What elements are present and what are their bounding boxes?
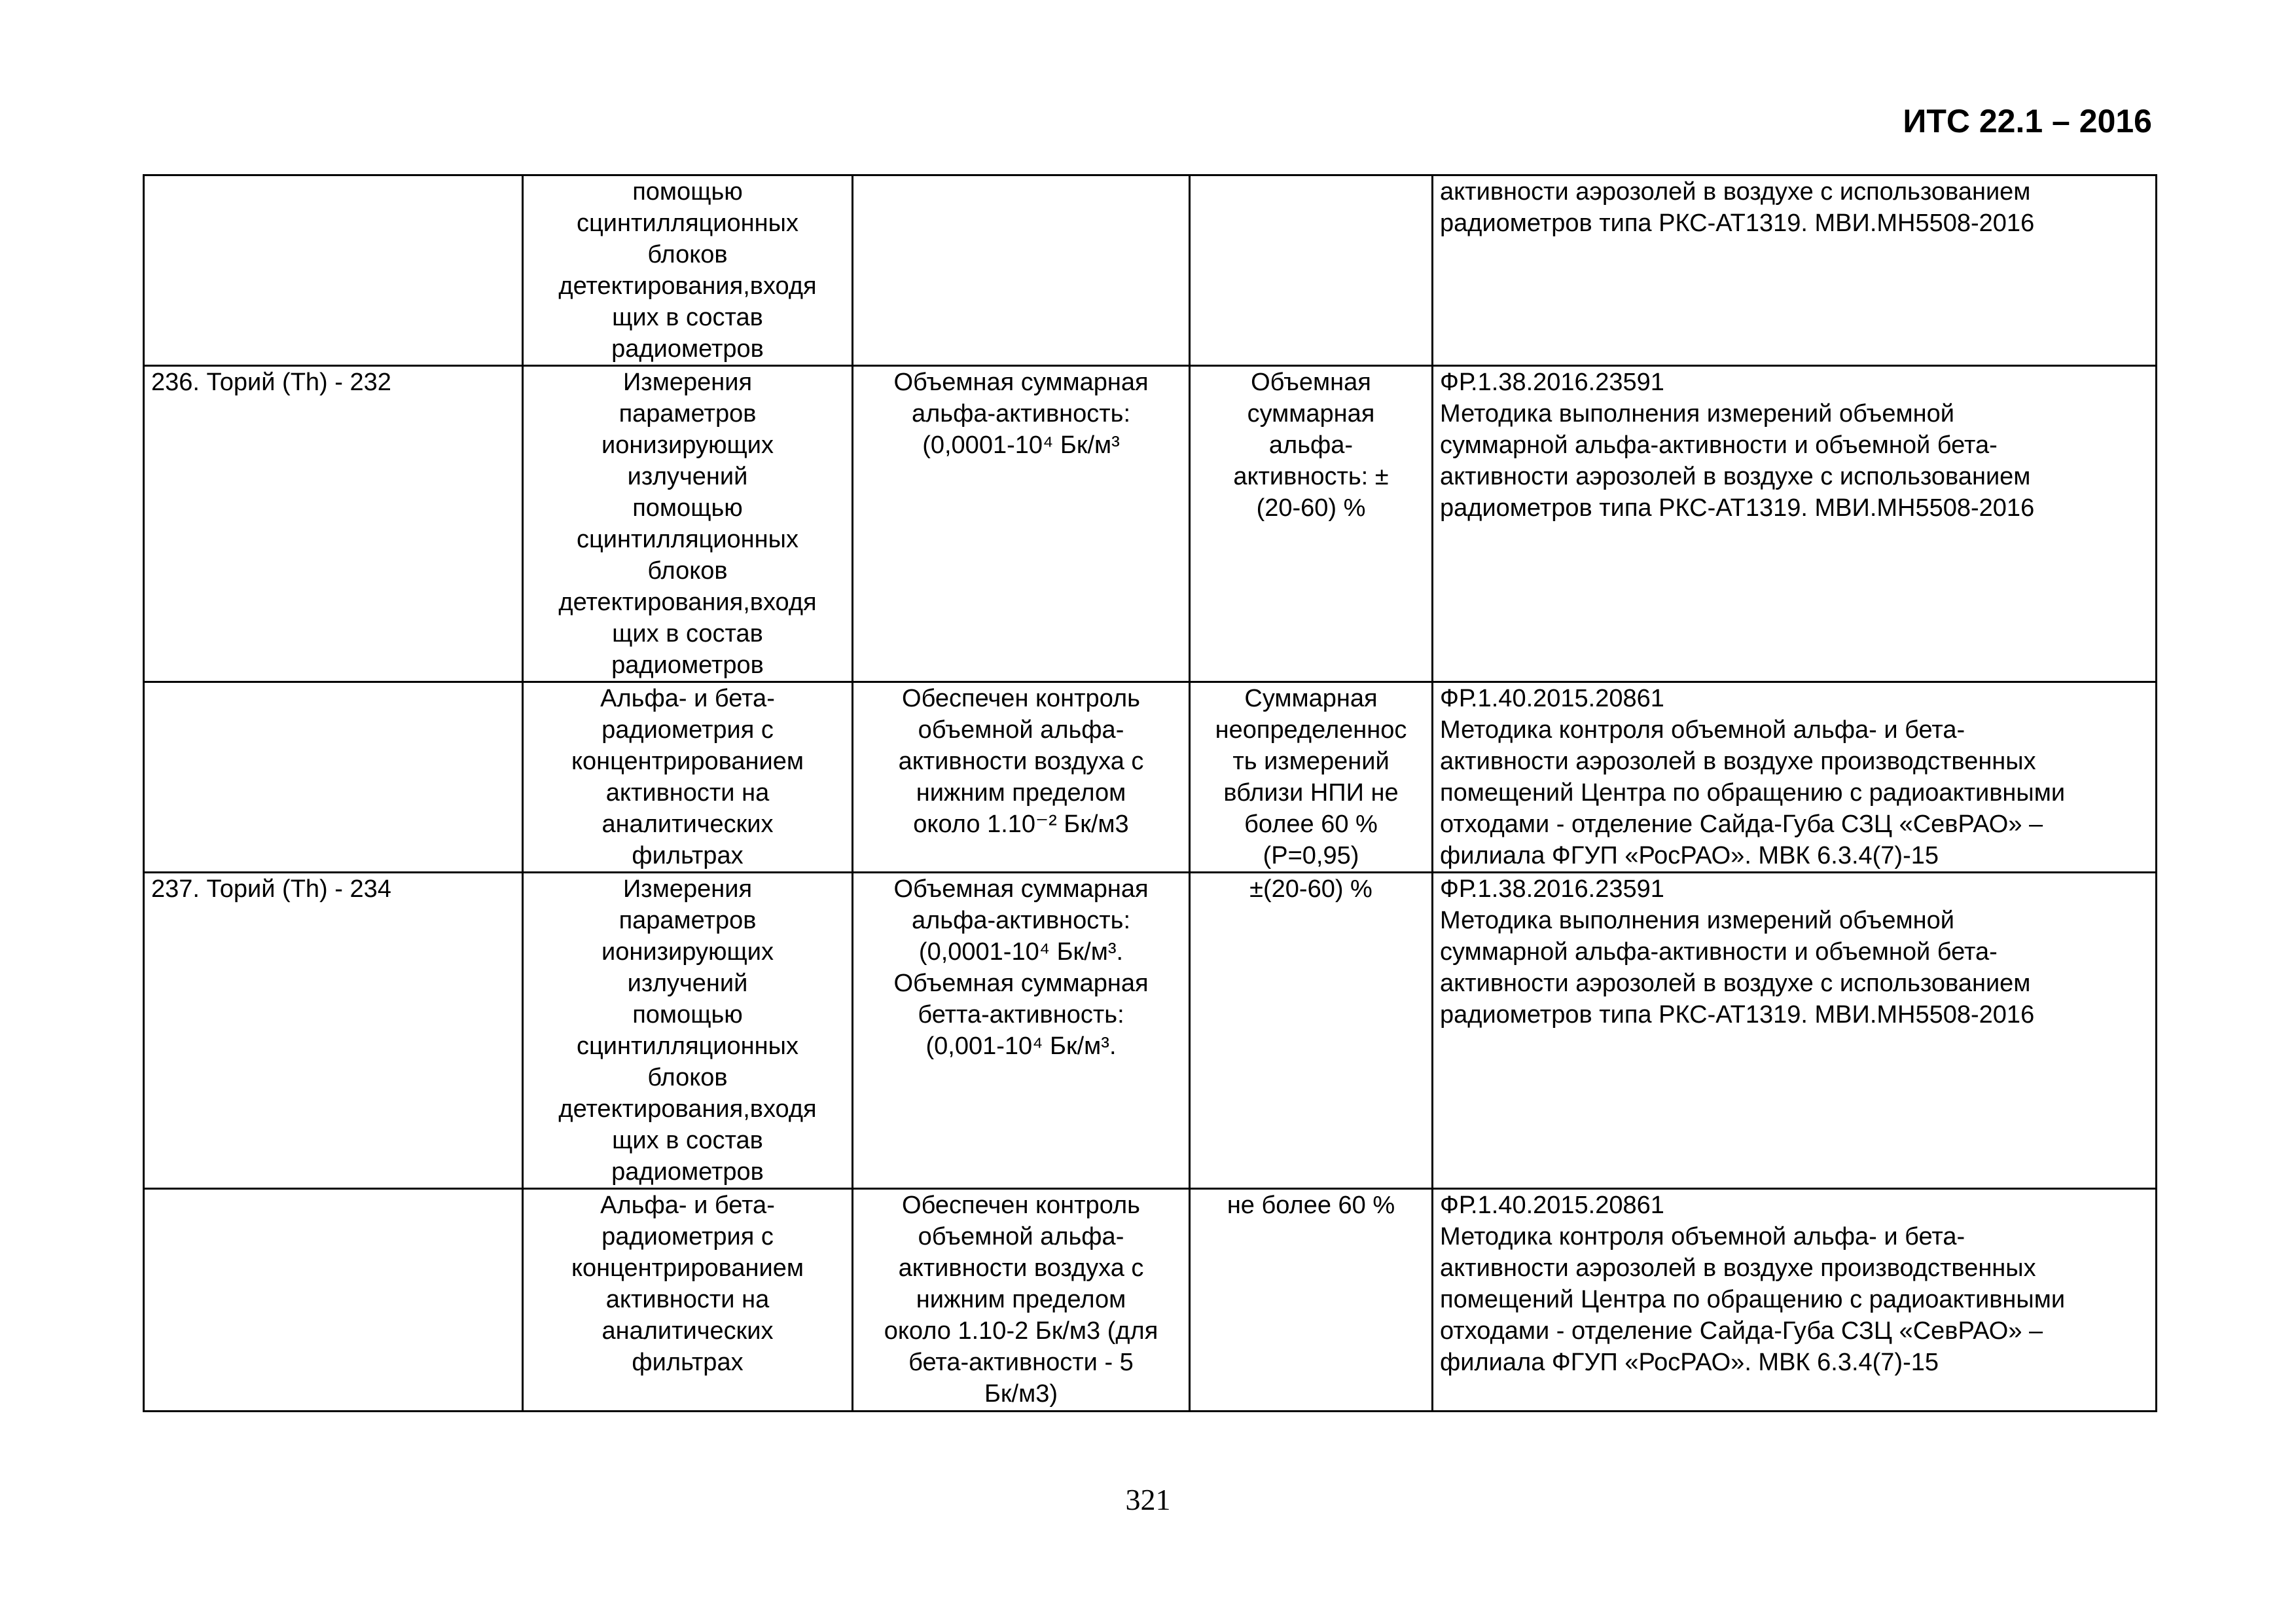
table-body <box>144 175 2157 1412</box>
table-row <box>144 366 2157 682</box>
document-line: радиометров типа РКС-АТ1319. МВИ.МН5508-2016 <box>1440 210 2035 237</box>
error-line: вблизи НПИ не <box>1223 779 1399 807</box>
substance-line: 237. Торий (Th) - 234 <box>151 875 391 903</box>
range-line: Обеспечен контроль <box>902 685 1140 712</box>
method-line: блоков <box>647 557 728 585</box>
method-cell <box>523 366 853 682</box>
method-line: Измерения <box>622 369 753 396</box>
error-line: неопределеннос <box>1215 716 1407 744</box>
method-line: аналитических <box>601 811 774 838</box>
error-line: активность: ± <box>1233 463 1389 490</box>
range-cell <box>853 682 1190 873</box>
document-line: филиала ФГУП «РосРАО». МВК 6.3.4(7)-15 <box>1440 1349 1939 1376</box>
range-cell <box>853 873 1190 1189</box>
method-line: детектирования,входя <box>558 272 817 300</box>
range-line: (0,0001-10⁴ Бк/м³. <box>918 938 1124 966</box>
method-line: Измерения <box>622 875 753 903</box>
table-row <box>144 873 2157 1189</box>
error-cell <box>1190 175 1433 366</box>
substance-line: 236. Торий (Th) - 232 <box>151 369 391 396</box>
range-cell <box>853 175 1190 366</box>
table-row <box>144 682 2157 873</box>
substance-cell <box>144 682 523 873</box>
method-line: радиометров <box>611 651 764 679</box>
document-line: активности аэрозолей в воздухе производственных <box>1440 748 2036 775</box>
method-cell <box>523 1189 853 1412</box>
range-line: Объемная суммарная <box>893 875 1149 903</box>
method-cell <box>523 873 853 1189</box>
method-line: сцинтилляционных <box>577 1032 798 1060</box>
range-line: Объемная суммарная <box>893 369 1149 396</box>
method-line: Альфа- и бета- <box>600 685 775 712</box>
document-line: активности аэрозолей в воздухе с использованием <box>1440 178 2031 206</box>
document-line: помещений Центра по обращению с радиоактивными <box>1440 779 2066 807</box>
method-line: излучений <box>627 970 748 997</box>
method-line: активности на <box>605 779 770 807</box>
table-row <box>144 175 2157 366</box>
substance-cell <box>144 366 523 682</box>
method-line: аналитических <box>601 1317 774 1345</box>
table-row <box>144 1189 2157 1412</box>
methods-table <box>143 174 2157 1412</box>
method-line: помощью <box>632 494 743 522</box>
error-line: более 60 % <box>1244 811 1378 838</box>
method-line: фильтрах <box>632 842 744 869</box>
error-cell <box>1190 873 1433 1189</box>
method-line: излучений <box>627 463 748 490</box>
range-cell <box>853 1189 1190 1412</box>
range-cell <box>853 366 1190 682</box>
range-line: Бк/м3) <box>984 1380 1058 1408</box>
method-line: помощью <box>632 1001 743 1029</box>
document-cell <box>1433 175 2157 366</box>
error-line: Объемная <box>1251 369 1371 396</box>
document-line: радиометров типа РКС-АТ1319. МВИ.МН5508-2016 <box>1440 1001 2035 1029</box>
range-line: альфа-активность: <box>911 907 1131 934</box>
range-line: около 1.10-2 Бк/м3 (для <box>884 1317 1158 1345</box>
method-line: блоков <box>647 241 728 268</box>
range-line: нижним пределом <box>916 779 1126 807</box>
substance-cell <box>144 873 523 1189</box>
error-line: (20-60) % <box>1256 494 1366 522</box>
document-cell <box>1433 1189 2157 1412</box>
error-line: (Р=0,95) <box>1263 842 1359 869</box>
method-line: щих в состав <box>612 304 763 331</box>
document-line: суммарной альфа-активности и объемной бета- <box>1440 431 1998 459</box>
substance-cell <box>144 175 523 366</box>
document-line: активности аэрозолей в воздухе производственных <box>1440 1254 2036 1282</box>
range-line: активности воздуха с <box>898 748 1144 775</box>
document-line: Методика выполнения измерений объемной <box>1440 907 1954 934</box>
error-line: ть измерений <box>1232 748 1390 775</box>
range-line: нижним пределом <box>916 1286 1126 1313</box>
method-line: сцинтилляционных <box>577 526 798 553</box>
method-line: радиометров <box>611 335 764 363</box>
method-line: активности на <box>605 1286 770 1313</box>
range-line: (0,0001-10⁴ Бк/м³ <box>922 431 1120 459</box>
document-line: ФР.1.40.2015.20861 <box>1440 1192 1664 1219</box>
document-line: помещений Центра по обращению с радиоактивными <box>1440 1286 2066 1313</box>
substance-cell <box>144 1189 523 1412</box>
method-line: ионизирующих <box>601 938 774 966</box>
method-line: концентрированием <box>571 748 804 775</box>
error-line: не более 60 % <box>1227 1192 1395 1219</box>
method-line: щих в состав <box>612 620 763 647</box>
document-line: ФР.1.38.2016.23591 <box>1440 369 1664 396</box>
document-line: радиометров типа РКС-АТ1319. МВИ.МН5508-2016 <box>1440 494 2035 522</box>
method-line: радиометрия с <box>601 716 774 744</box>
range-line: альфа-активность: <box>911 400 1131 428</box>
range-line: объемной альфа- <box>918 1223 1124 1250</box>
method-cell <box>523 682 853 873</box>
document-line: Методика выполнения измерений объемной <box>1440 400 1954 428</box>
range-line: около 1.10⁻² Бк/м3 <box>913 811 1129 838</box>
method-line: сцинтилляционных <box>577 210 798 237</box>
method-line: щих в состав <box>612 1127 763 1154</box>
document-line: Методика контроля объемной альфа- и бета- <box>1440 1223 1965 1250</box>
method-line: радиометрия с <box>601 1223 774 1250</box>
document-line: активности аэрозолей в воздухе с использованием <box>1440 970 2031 997</box>
document-line: отходами - отделение Сайда-Губа СЗЦ «СевРАО» – <box>1440 1317 2043 1345</box>
range-line: (0,001-10⁴ Бк/м³. <box>925 1032 1117 1060</box>
method-line: помощью <box>632 178 743 206</box>
error-line: альфа- <box>1268 431 1354 459</box>
error-cell <box>1190 366 1433 682</box>
method-cell <box>523 175 853 366</box>
method-line: параметров <box>619 400 757 428</box>
document-line: активности аэрозолей в воздухе с использованием <box>1440 463 2031 490</box>
method-line: Альфа- и бета- <box>600 1192 775 1219</box>
method-line: детектирования,входя <box>558 1095 817 1123</box>
document-line: ФР.1.40.2015.20861 <box>1440 685 1664 712</box>
method-line: блоков <box>647 1064 728 1091</box>
method-line: концентрированием <box>571 1254 804 1282</box>
document-line: ФР.1.38.2016.23591 <box>1440 875 1664 903</box>
document-cell <box>1433 682 2157 873</box>
document-cell <box>1433 366 2157 682</box>
method-line: фильтрах <box>632 1349 744 1376</box>
range-line: активности воздуха с <box>898 1254 1144 1282</box>
document-cell <box>1433 873 2157 1189</box>
method-line: ионизирующих <box>601 431 774 459</box>
error-cell <box>1190 682 1433 873</box>
document-line: отходами - отделение Сайда-Губа СЗЦ «СевРАО» – <box>1440 811 2043 838</box>
error-cell <box>1190 1189 1433 1412</box>
range-line: Объемная суммарная <box>893 970 1149 997</box>
document-line: филиала ФГУП «РосРАО». МВК 6.3.4(7)-15 <box>1440 842 1939 869</box>
range-line: бетта-активность: <box>918 1001 1124 1029</box>
error-line: ±(20-60) % <box>1249 875 1372 903</box>
document-line: суммарной альфа-активности и объемной бета- <box>1440 938 1998 966</box>
range-line: Обеспечен контроль <box>902 1192 1140 1219</box>
error-line: Суммарная <box>1244 685 1378 712</box>
error-line: суммарная <box>1247 400 1375 428</box>
method-line: радиометров <box>611 1158 764 1186</box>
document-line: Методика контроля объемной альфа- и бета- <box>1440 716 1965 744</box>
range-line: бета-активности - 5 <box>908 1349 1134 1376</box>
range-line: объемной альфа- <box>918 716 1124 744</box>
method-line: параметров <box>619 907 757 934</box>
method-line: детектирования,входя <box>558 589 817 616</box>
page-number: 321 <box>1125 1483 1171 1516</box>
document-code-header: ИТС 22.1 – 2016 <box>1903 103 2152 139</box>
